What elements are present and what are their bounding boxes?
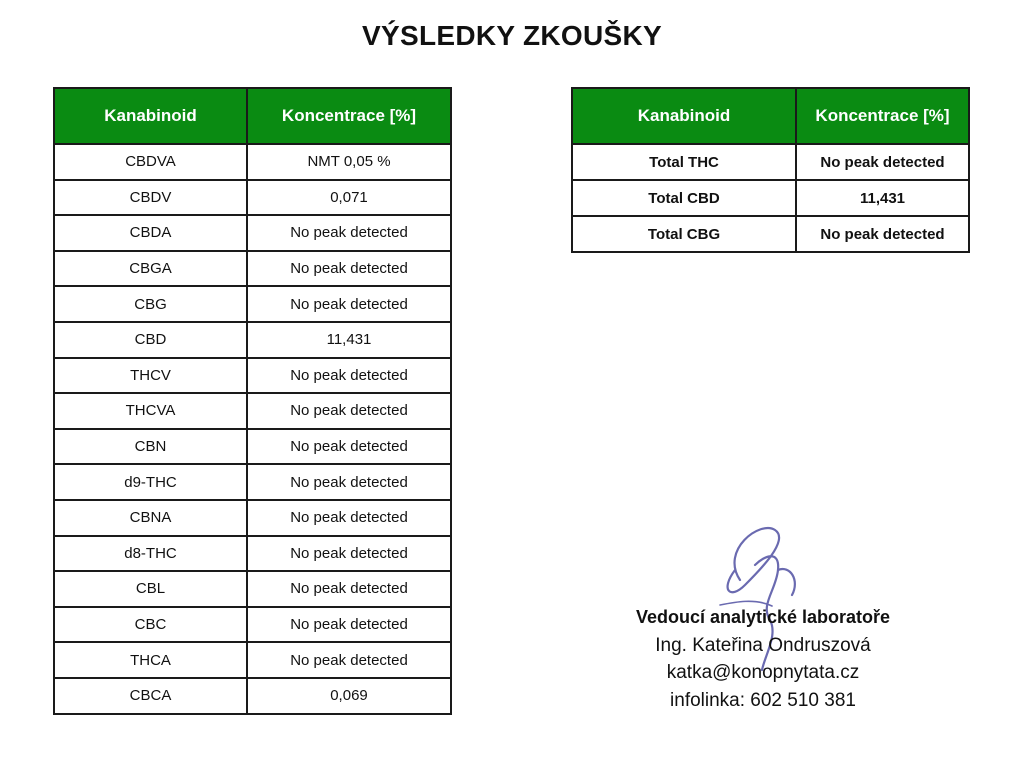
- cannabinoid-cell: CBG: [54, 286, 247, 322]
- column-header-cannabinoid: Kanabinoid: [572, 88, 796, 144]
- cannabinoid-cell: CBNA: [54, 500, 247, 536]
- concentration-cell: No peak detected: [247, 642, 451, 678]
- cannabinoid-cell: Total CBG: [572, 216, 796, 252]
- table-row: [54, 215, 451, 251]
- table-row: [54, 571, 451, 607]
- concentration-cell: No peak detected: [247, 464, 451, 500]
- table-row: [572, 144, 969, 180]
- cannabinoid-cell: THCV: [54, 358, 247, 394]
- concentration-cell: No peak detected: [247, 358, 451, 394]
- signatory-phone: infolinka: 602 510 381: [670, 689, 856, 711]
- cannabinoid-cell: d9-THC: [54, 464, 247, 500]
- table-row: [572, 180, 969, 216]
- concentration-cell: 11,431: [247, 322, 451, 358]
- table-row: [54, 358, 451, 394]
- table-row: [54, 464, 451, 500]
- table-row: [572, 216, 969, 252]
- table-row: [54, 607, 451, 643]
- column-header-concentration: Koncentrace [%]: [796, 88, 969, 144]
- concentration-cell: No peak detected: [796, 144, 969, 180]
- concentration-cell: No peak detected: [796, 216, 969, 252]
- cannabinoid-cell: CBDV: [54, 180, 247, 216]
- table-row: [54, 678, 451, 714]
- table-row: [54, 393, 451, 429]
- table-header-row: [572, 88, 969, 144]
- column-header-cannabinoid: Kanabinoid: [54, 88, 247, 144]
- signatory-name: Ing. Kateřina Ondruszová: [655, 634, 871, 656]
- cannabinoid-cell: CBC: [54, 607, 247, 643]
- table-row: [54, 251, 451, 287]
- concentration-cell: No peak detected: [247, 536, 451, 572]
- signatory-role: Vedoucí analytické laboratoře: [635, 607, 891, 627]
- cannabinoid-cell: CBL: [54, 571, 247, 607]
- concentration-cell: No peak detected: [247, 500, 451, 536]
- table-row: [54, 500, 451, 536]
- cannabinoid-cell: CBN: [54, 429, 247, 465]
- cannabinoid-cell: THCVA: [54, 393, 247, 429]
- cannabinoid-cell: CBD: [54, 322, 247, 358]
- document-title: VÝSLEDKY ZKOUŠKY: [362, 20, 662, 51]
- table-row: [54, 642, 451, 678]
- table-row: [54, 144, 451, 180]
- table-row: [54, 286, 451, 322]
- concentration-cell: No peak detected: [247, 429, 451, 465]
- cannabinoid-cell: CBCA: [54, 678, 247, 714]
- concentration-cell: 0,071: [247, 180, 451, 216]
- concentration-cell: No peak detected: [247, 286, 451, 322]
- concentration-cell: No peak detected: [247, 607, 451, 643]
- concentration-cell: NMT 0,05 %: [247, 144, 451, 180]
- cannabinoid-cell: d8-THC: [54, 536, 247, 572]
- table-header-row: [54, 88, 451, 144]
- signatory-email: katka@konopnytata.cz: [666, 662, 860, 683]
- table-row: [54, 180, 451, 216]
- total-results-table: [571, 87, 970, 253]
- table-row: [54, 536, 451, 572]
- cannabinoid-cell: CBDVA: [54, 144, 247, 180]
- concentration-cell: No peak detected: [247, 571, 451, 607]
- cannabinoid-cell: CBDA: [54, 215, 247, 251]
- concentration-cell: No peak detected: [247, 215, 451, 251]
- table-row: [54, 429, 451, 465]
- cannabinoid-results-table: [53, 87, 452, 715]
- cannabinoid-cell: Total THC: [572, 144, 796, 180]
- concentration-cell: 11,431: [796, 180, 969, 216]
- concentration-cell: 0,069: [247, 678, 451, 714]
- cannabinoid-cell: Total CBD: [572, 180, 796, 216]
- cannabinoid-cell: CBGA: [54, 251, 247, 287]
- signature-block: [600, 604, 926, 714]
- concentration-cell: No peak detected: [247, 251, 451, 287]
- cannabinoid-cell: THCA: [54, 642, 247, 678]
- table-row: [54, 322, 451, 358]
- concentration-cell: No peak detected: [247, 393, 451, 429]
- column-header-concentration: Koncentrace [%]: [247, 88, 451, 144]
